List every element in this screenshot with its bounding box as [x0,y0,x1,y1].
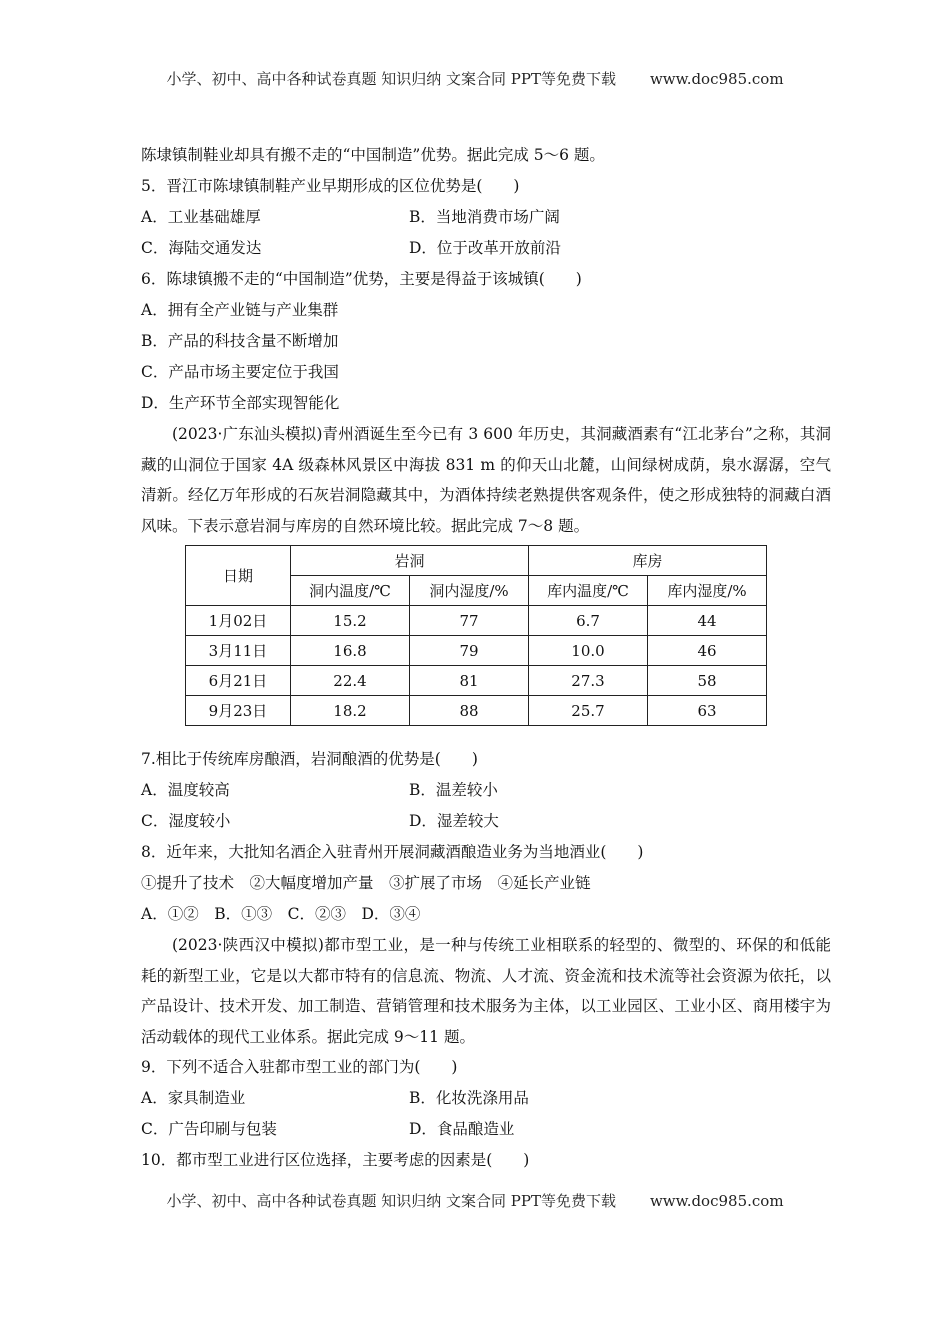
q8-options: A．①② B．①③ C．②③ D．③④ [141,905,421,923]
q6-option-b: B．产品的科技含量不断增加 [141,332,339,350]
cell-value: 88 [410,696,529,726]
table-row [186,606,767,636]
q9-options-ab [141,1083,831,1114]
q6-option-d: D．生产环节全部实现智能化 [141,394,340,412]
cell-date: 6月21日 [186,666,291,696]
passage-qingzhou-wine: (2023·广东汕头模拟)青州酒诞生至今已有 3 600 年历史，其洞藏酒素有“江北茅台”之称，其洞藏的山洞位于国家 4A 级森林风景区中海拔 831 m 的仰天山北麓，山间绿树成荫，泉水潺潺，空气清新。经亿万年形成的石灰岩洞隐藏其中，为酒体持续老熟提供客观条件，使之形成独特的洞藏白酒风味。下表示意岩洞与库房的自然环境比较。据此完成 7～8 题。 [141,425,831,535]
q5-option-b: B．当地消费市场广阔 [409,208,560,226]
cell-value: 22.4 [291,666,410,696]
cell-value: 25.7 [529,696,648,726]
cell-date: 3月11日 [186,636,291,666]
q9-option-b: B．化妆洗涤用品 [409,1089,529,1107]
header-url[interactable]: www.doc985.com [649,70,784,88]
table-row [186,666,767,696]
cell-value: 15.2 [291,606,410,636]
cell-value: 27.3 [529,666,648,696]
q8-items: ①提升了技术 ②大幅度增加产量 ③扩展了市场 ④延长产业链 [141,874,591,892]
cave-vs-warehouse-table [185,545,767,726]
cell-value: 46 [648,636,767,666]
th-cave-temp: 洞内温度/℃ [291,576,410,606]
cell-value: 63 [648,696,767,726]
table-row [186,636,767,666]
q5-option-c: C．海陆交通发达 [141,239,262,257]
footer-text: 小学、初中、高中各种试卷真题 知识归纳 文案合同 PPT等免费下载 [166,1192,616,1210]
cell-value: 77 [410,606,529,636]
cell-value: 44 [648,606,767,636]
q7-option-a: A．温度较高 [141,781,230,799]
q9-options-cd [141,1114,831,1145]
th-warehouse-temp: 库内温度/℃ [529,576,648,606]
q7-options-cd [141,806,831,837]
cell-value: 18.2 [291,696,410,726]
header-text: 小学、初中、高中各种试卷真题 知识归纳 文案合同 PPT等免费下载 [166,70,616,88]
table-row [186,696,767,726]
q8-stem: 8．近年来，大批知名酒企入驻青州开展洞藏酒酿造业务为当地酒业( ) [141,843,644,861]
q9-option-d: D．食品酿造业 [409,1120,515,1138]
q5-options-cd [141,233,831,264]
cell-value: 10.0 [529,636,648,666]
page-footer [0,1190,950,1211]
q5-option-a: A．工业基础雄厚 [141,208,261,226]
q5-stem: 5．晋江市陈埭镇制鞋产业早期形成的区位优势是( ) [141,177,520,195]
q9-stem: 9．下列不适合入驻都市型工业的部门为( ) [141,1058,458,1076]
cell-date: 9月23日 [186,696,291,726]
q7-stem: 7.相比于传统库房酿酒，岩洞酿酒的优势是( ) [141,750,478,768]
footer-url[interactable]: www.doc985.com [649,1192,784,1210]
th-cave: 岩洞 [291,546,529,576]
q7-options-ab [141,775,831,806]
cell-value: 6.7 [529,606,648,636]
q9-option-c: C．广告印刷与包装 [141,1120,277,1138]
q10-stem: 10．都市型工业进行区位选择，主要考虑的因素是( ) [141,1151,530,1169]
cell-value: 79 [410,636,529,666]
page-header [0,68,950,89]
q6-option-a: A．拥有全产业链与产业集群 [141,301,339,319]
q7-option-d: D．湿差较大 [409,812,499,830]
intro-tail: 陈埭镇制鞋业却具有搬不走的“中国制造”优势。据此完成 5～6 题。 [141,146,605,164]
th-warehouse-humidity: 库内湿度/% [648,576,767,606]
th-warehouse: 库房 [529,546,767,576]
q5-option-d: D．位于改革开放前沿 [409,239,561,257]
q6-option-c: C．产品市场主要定位于我国 [141,363,339,381]
q5-options-ab [141,202,831,233]
th-date: 日期 [186,546,291,606]
q6-stem: 6．陈埭镇搬不走的“中国制造”优势，主要是得益于该城镇( ) [141,270,582,288]
q7-option-b: B．温差较小 [409,781,498,799]
th-cave-humidity: 洞内湿度/% [410,576,529,606]
document-body [141,140,831,1176]
cell-value: 81 [410,666,529,696]
passage-urban-industry: (2023·陕西汉中模拟)都市型工业，是一种与传统工业相联系的轻型的、微型的、环保的和低能耗的新型工业，它是以大都市特有的信息流、物流、人才流、资金流和技术流等社会资源为依托，以产品设计、技术开发、加工制造、营销管理和技术服务为主体，以工业园区、工业小区、商用楼宇为活动载体的现代工业体系。据此完成 9～11 题。 [141,936,831,1046]
cell-date: 1月02日 [186,606,291,636]
cell-value: 58 [648,666,767,696]
q9-option-a: A．家具制造业 [141,1089,246,1107]
q7-option-c: C．湿度较小 [141,812,231,830]
cell-value: 16.8 [291,636,410,666]
